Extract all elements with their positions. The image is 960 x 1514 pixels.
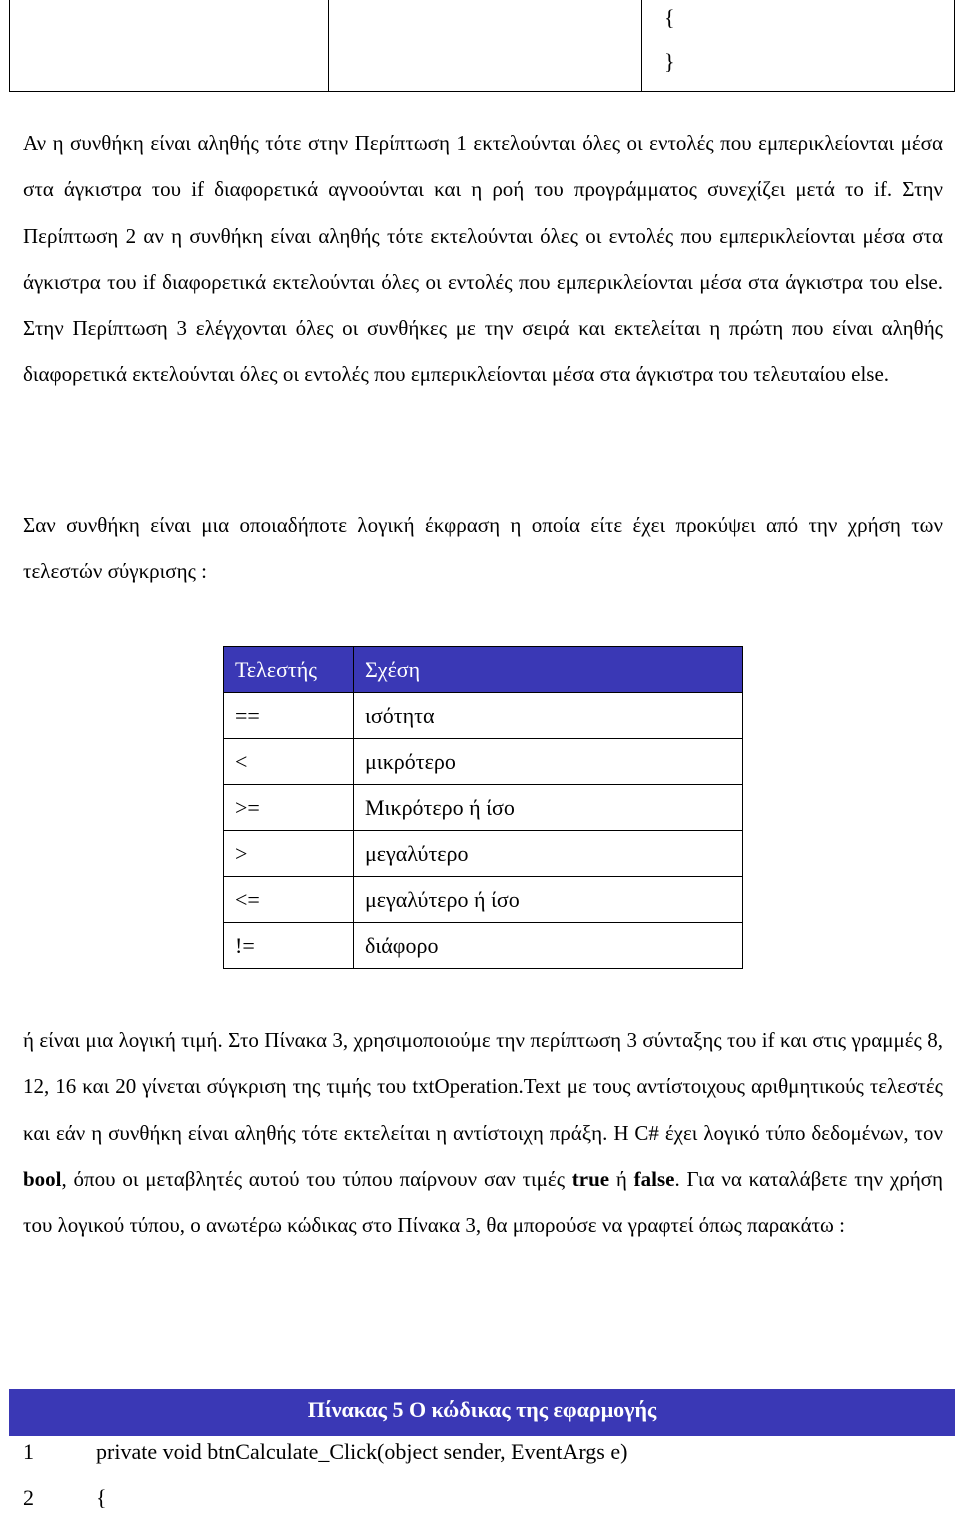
operator-cell: < bbox=[224, 739, 354, 785]
code-text: private void btnCalculate_Click(object sender, EventArgs e) bbox=[96, 1439, 628, 1464]
paragraph-boolean-part1: ή είναι μια λογική τιμή. Στο Πίνακα 3, χρησιμοποιούμε την περίπτωση 3 σύνταξης του if και στις γραμμές 8, 12, 16 και 20 γίνεται σύγκριση της τιμής του txtOperation.Text με τους αντίστοιχους αριθμητικούς τελεστές και εάν η συνθήκη είναι αληθής τότε εκτελείται η αντίστοιχη πράξη. Η C# έχει λογικό τύπο δεδομένων, τον bbox=[23, 1028, 943, 1145]
table-row bbox=[224, 831, 743, 877]
table-row bbox=[224, 693, 743, 739]
code-text: { bbox=[96, 1485, 107, 1510]
paragraph-if-cases: Αν η συνθήκη είναι αληθής τότε στην Περίπτωση 1 εκτελούνται όλες οι εντολές που εμπερικλείονται μέσα στα άγκιστρα του if διαφορετικά αγνοούνται και η ροή του προγράμματος συνεχίζει μετά το if. Στην Περίπτωση 2 αν η συνθήκη είναι αληθής τότε εκτελούνται όλες οι εντολές που εμπερικλείονται μέσα στα άγκιστρα του if διαφορετικά εκτελούνται όλες οι εντολές που εμπερικλείονται μέσα στα άγκιστρα του else. Στην Περίπτωση 3 ελέγχονται όλες οι συνθήκες με την σειρά και εκτελείται η πρώτη που είναι αληθής διαφορετικά εκτελούνται όλες οι εντολές που εμπερικλείονται μέσα στα άγκιστρα του τελευταίου else. bbox=[23, 131, 943, 387]
operator-cell: > bbox=[224, 831, 354, 877]
relation-cell: μικρότερο bbox=[354, 739, 743, 785]
code-line bbox=[23, 1437, 627, 1467]
operator-cell: >= bbox=[224, 785, 354, 831]
relation-cell: ισότητα bbox=[354, 693, 743, 739]
paragraph-boolean-part4: . Για να καταλάβετε την χρήση του λογικού τύπου, ο ανωτέρω κώδικας στο Πίνακα 3, θα μπορούσε να γραφτεί όπως παρακάτω : bbox=[23, 1166, 943, 1238]
operator-cell: == bbox=[224, 693, 354, 739]
operators-table bbox=[223, 646, 743, 969]
operator-cell: != bbox=[224, 923, 354, 969]
brace-open: { bbox=[664, 5, 675, 30]
relation-cell: μεγαλύτερο bbox=[354, 831, 743, 877]
brace-close: } bbox=[664, 49, 675, 74]
header-relation: Σχέση bbox=[354, 647, 743, 693]
table-row bbox=[224, 877, 743, 923]
line-number: 1 bbox=[23, 1439, 34, 1464]
operator-cell: <= bbox=[224, 877, 354, 923]
table-row bbox=[224, 923, 743, 969]
paragraph-boolean-part3: ή bbox=[609, 1166, 634, 1191]
paragraph-boolean-part2: , όπου οι μεταβλητές αυτού του τύπου παίρνουν σαν τιμές bbox=[61, 1166, 572, 1191]
keyword-true: true bbox=[571, 1166, 610, 1191]
keyword-bool: bool bbox=[23, 1166, 62, 1191]
top-table-cell-2 bbox=[329, 0, 642, 91]
line-number: 2 bbox=[23, 1485, 34, 1510]
paragraph-condition: Σαν συνθήκη είναι μια οποιαδήποτε λογική έκφραση η οποία είτε έχει προκύψει από την χρήση των τελεστών σύγκρισης : bbox=[23, 513, 943, 584]
operators-table-header bbox=[224, 647, 743, 693]
code-line bbox=[23, 1483, 107, 1513]
keyword-false: false bbox=[633, 1166, 675, 1191]
table-row bbox=[224, 785, 743, 831]
code-table-title: Πίνακας 5 Ο κώδικας της εφαρμογής bbox=[9, 1389, 955, 1436]
paragraph-boolean bbox=[23, 1017, 943, 1248]
table-row bbox=[224, 739, 743, 785]
relation-cell: μεγαλύτερο ή ίσο bbox=[354, 877, 743, 923]
header-operator: Τελεστής bbox=[224, 647, 354, 693]
relation-cell: Μικρότερο ή ίσο bbox=[354, 785, 743, 831]
top-table-fragment bbox=[9, 0, 955, 92]
top-table-cell-1 bbox=[10, 0, 329, 91]
relation-cell: διάφορο bbox=[354, 923, 743, 969]
